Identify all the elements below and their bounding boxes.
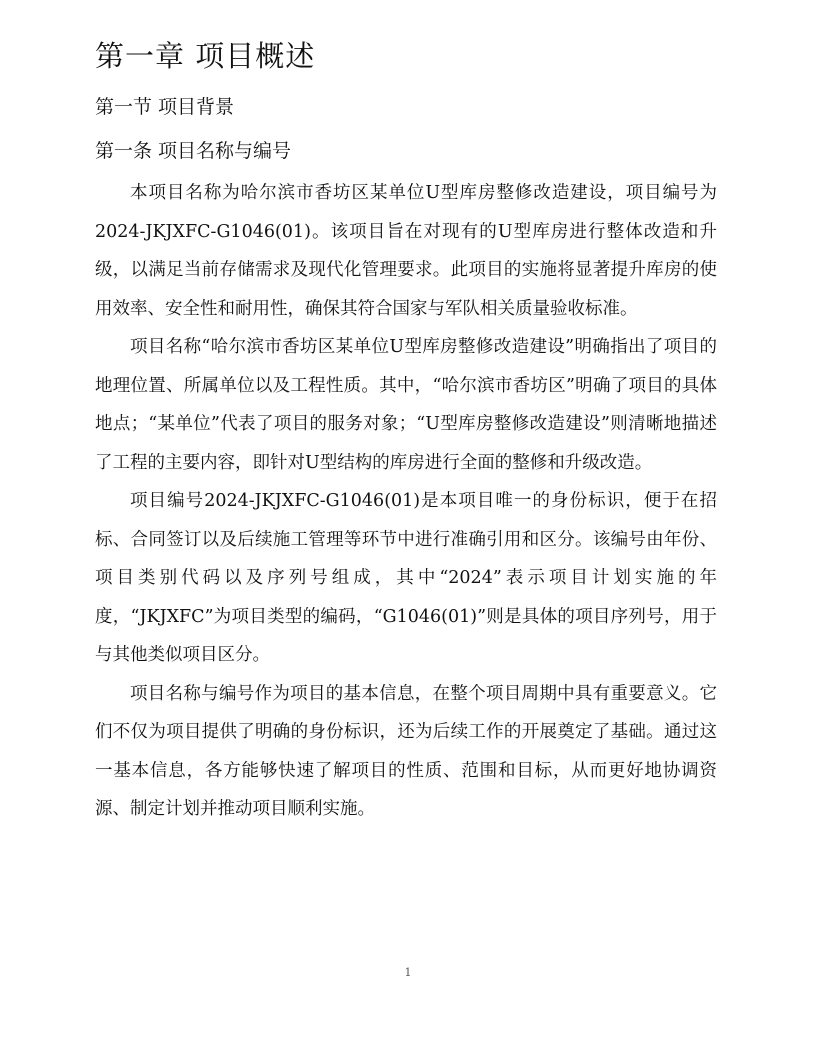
paragraph-2: 项目名称“哈尔滨市香坊区某单位U型库房整修改造建设”明确指出了项目的地理位置、所属单位以及工程性质。其中，“哈尔滨市香坊区”明确了项目的具体地点；“某单位”代表了项目的服务对象；“U型库房整修改造建设”则清晰地描述了工程的主要内容，即针对U型结构的库房进行全面的整修和升级改造。 xyxy=(95,337,717,473)
paragraph-3: 项目编号2024-JKJXFC-G1046(01)是本项目唯一的身份标识，便于在招标、合同签订以及后续施工管理等环节中进行准确引用和区分。该编号由年份、项目类别代码以及序列号组成，其中“2024”表示项目计划实施的年度，“JKJXFC”为项目类型的编码，“G1046(01)”则是具体的项目序列号，用于与其他类似项目区分。 xyxy=(95,491,717,665)
page-number: 1 xyxy=(404,966,412,979)
chapter-title: 第一章 项目概述 xyxy=(95,39,316,73)
article-title: 第一条 项目名称与编号 xyxy=(95,140,292,162)
body-text xyxy=(95,174,717,829)
paragraph-1: 本项目名称为哈尔滨市香坊区某单位U型库房整修改造建设，项目编号为2024-JKJXFC-G1046(01)。该项目旨在对现有的U型库房进行整体改造和升级，以满足当前存储需求及现代化管理要求。此项目的实施将显著提升库房的使用效率、安全性和耐用性，确保其符合国家与军队相关质量验收标准。 xyxy=(95,183,717,319)
section-title: 第一节 项目背景 xyxy=(95,96,235,118)
paragraph-4: 项目名称与编号作为项目的基本信息，在整个项目周期中具有重要意义。它们不仅为项目提供了明确的身份标识，还为后续工作的开展奠定了基础。通过这一基本信息，各方能够快速了解项目的性质、范围和目标，从而更好地协调资源、制定计划并推动项目顺利实施。 xyxy=(95,683,717,819)
